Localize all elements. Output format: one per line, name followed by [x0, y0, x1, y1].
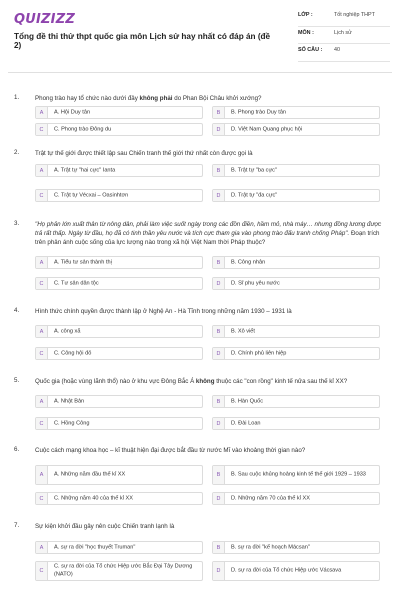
option-text: D. Những năm 70 của thế kỉ XX	[231, 494, 310, 501]
question-number: 7.	[14, 522, 20, 529]
question-text: Phong trào hay tổ chức nào dưới đây không phải do Phan Bội Châu khởi xướng?	[35, 95, 262, 102]
option-text: B. Trật tự "ba cực"	[231, 166, 277, 173]
option-a[interactable]: A A. Nhật Bản	[35, 395, 203, 408]
question-text: "Họ phản lớn xuất thân từ nông dân, phải làm việc suốt ngày trong các đồn điền, hầm mỏ, nhà máy… nhưng đồng lương được trả rất thấp. Ngày từ đầu, họ đã có tinh thần yêu nước và tích cực tham gia vào phong trào đấu tranh chống Pháp". Đoạn trích trên phản ánh cuộc sống của lực lượng nào trong xã hội Việt Nam thời Pháp thuộc?	[35, 221, 382, 246]
option-b[interactable]: B B. Sau cuộc khủng hoảng kinh tế thế giới 1929 – 1933	[212, 465, 380, 485]
option-d[interactable]: D D. Đài Loan	[212, 417, 380, 430]
option-a[interactable]: A A. Hội Duy tân	[35, 106, 203, 119]
option-d[interactable]: D D. Chính phủ liên hiệp	[212, 347, 380, 360]
option-text: D. Sĩ phu yêu nước	[231, 279, 280, 286]
option-text: D. Trật tự "đa cực"	[231, 191, 278, 198]
meta-value: 40	[334, 47, 340, 53]
option-b[interactable]: B B. Phong trào Duy tân	[212, 106, 380, 119]
option-d[interactable]: D D. Trật tự "đa cực"	[212, 189, 380, 202]
question-number: 5.	[14, 377, 20, 384]
option-text: D. Đài Loan	[231, 419, 261, 426]
option-text: A. Hội Duy tân	[54, 108, 91, 115]
option-text: D. sự ra đời của Tổ chức Hiệp ước Vácsava	[231, 567, 342, 574]
option-b[interactable]: B B. Hàn Quốc	[212, 395, 380, 408]
option-d[interactable]: D D. Những năm 70 của thế kỉ XX	[212, 492, 380, 505]
option-text: B. Công nhân	[231, 258, 266, 265]
option-text: D. Chính phủ liên hiệp	[231, 349, 287, 356]
option-text: C. Tư sản dân tộc	[54, 279, 99, 286]
worksheet-header	[0, 0, 400, 68]
option-text: C. Phong trào Đông du	[54, 125, 112, 132]
option-c[interactable]: C C. Trật tự Vécxai – Oasinhtơn	[35, 189, 203, 202]
option-text: A. Tiểu tư sản thành thị	[54, 258, 112, 265]
meta-value: Tốt nghiệp THPT	[334, 12, 375, 18]
option-c[interactable]: C C. Những năm 40 của thế kỉ XX	[35, 492, 203, 505]
option-text: C. Hồng Công	[54, 419, 90, 426]
meta-row-count	[298, 47, 390, 62]
meta-key: SỐ CÂU :	[298, 47, 323, 53]
option-text: A. Nhật Bản	[54, 397, 85, 404]
meta-key: LỚP :	[298, 12, 313, 18]
meta-row-subject	[298, 30, 390, 45]
option-a[interactable]: A A. Những năm đầu thế kỉ XX	[35, 465, 203, 485]
question-number: 4.	[14, 307, 20, 314]
question-text: Quốc gia (hoặc vùng lãnh thổ) nào ở khu vực Đông Bắc Á không thuộc các "con rồng" kinh tế nửa sau thế kỉ XX?	[35, 378, 348, 385]
question-text: Trật tự thế giới được thiết lập sau Chiến tranh thế giới thứ nhất còn được gọi là	[35, 150, 253, 157]
option-b[interactable]: B B. Công nhân	[212, 256, 380, 269]
option-b[interactable]: B B. sự ra đời "kế hoạch Mácsan"	[212, 541, 380, 554]
worksheet-title: Tổng đề thi thử thpt quốc gia môn Lịch sử hay nhất có đáp án (đề 2)	[14, 32, 271, 50]
option-text: D. Việt Nam Quang phục hội	[231, 125, 303, 132]
option-c[interactable]: C C. Công hội đỏ	[35, 347, 203, 360]
meta-key: MÔN :	[298, 29, 314, 36]
option-c[interactable]: C C. Tư sản dân tộc	[35, 277, 203, 290]
meta-value: Lịch sử	[334, 29, 352, 36]
option-text: A. Trật tự "hai cực" Ianta	[54, 166, 116, 173]
option-c[interactable]: C C. Phong trào Đông du	[35, 123, 203, 136]
option-text: A. công xã	[54, 327, 81, 334]
option-text: B. Phong trào Duy tân	[231, 108, 287, 115]
option-a[interactable]: A A. công xã	[35, 325, 203, 338]
option-a[interactable]: A A. Trật tự "hai cực" Ianta	[35, 164, 203, 177]
question-number: 6.	[14, 446, 20, 453]
option-b[interactable]: B B. Trật tự "ba cực"	[212, 164, 380, 177]
question-text: Cuộc cách mạng khoa học – kĩ thuật hiện đại được bắt đầu từ nước Mĩ vào khoảng thời gian nào?	[35, 447, 306, 454]
option-d[interactable]: D D. sự ra đời của Tổ chức Hiệp ước Vácsava	[212, 561, 380, 581]
option-text: A. sự ra đời "học thuyết Truman"	[54, 543, 136, 550]
quizizz-logo: QUIZIZZ	[14, 12, 75, 27]
option-text: B. sự ra đời "kế hoạch Mácsan"	[231, 543, 310, 550]
meta-row-class	[298, 12, 390, 27]
option-b[interactable]: B B. Xô viết	[212, 325, 380, 338]
question-number: 2.	[14, 149, 20, 156]
header-divider	[8, 72, 392, 73]
option-c[interactable]: C C. sự ra đời của Tổ chức Hiệp ước Bắc Đại Tây Dương (NATO)	[35, 561, 203, 581]
question-number: 1.	[14, 94, 20, 101]
option-text: C. sự ra đời của Tổ chức Hiệp ước Bắc Đại Tây Dương (NATO)	[54, 563, 193, 577]
option-text: C. Những năm 40 của thế kỉ XX	[54, 494, 133, 501]
option-d[interactable]: D D. Việt Nam Quang phục hội	[212, 123, 380, 136]
option-text: A. Những năm đầu thế kỉ XX	[54, 471, 126, 478]
option-text: B. Xô viết	[231, 327, 255, 334]
option-text: B. Sau cuộc khủng hoảng kinh tế thế giới 1929 – 1933	[231, 471, 366, 478]
option-text: B. Hàn Quốc	[231, 397, 264, 404]
question-text: Sự kiện khởi đầu gây nên cuộc Chiến tranh lạnh là	[35, 523, 175, 530]
option-a[interactable]: A A. Tiểu tư sản thành thị	[35, 256, 203, 269]
question-number: 3.	[14, 220, 20, 227]
option-text: C. Công hội đỏ	[54, 349, 92, 356]
option-text: C. Trật tự Vécxai – Oasinhtơn	[54, 191, 129, 198]
option-c[interactable]: C C. Hồng Công	[35, 417, 203, 430]
option-d[interactable]: D D. Sĩ phu yêu nước	[212, 277, 380, 290]
worksheet-meta	[298, 12, 390, 65]
question-text: Hình thức chính quyền được thành lập ở Nghệ An - Hà Tĩnh trong những năm 1930 – 1931 là	[35, 308, 292, 315]
option-a[interactable]: A A. sự ra đời "học thuyết Truman"	[35, 541, 203, 554]
